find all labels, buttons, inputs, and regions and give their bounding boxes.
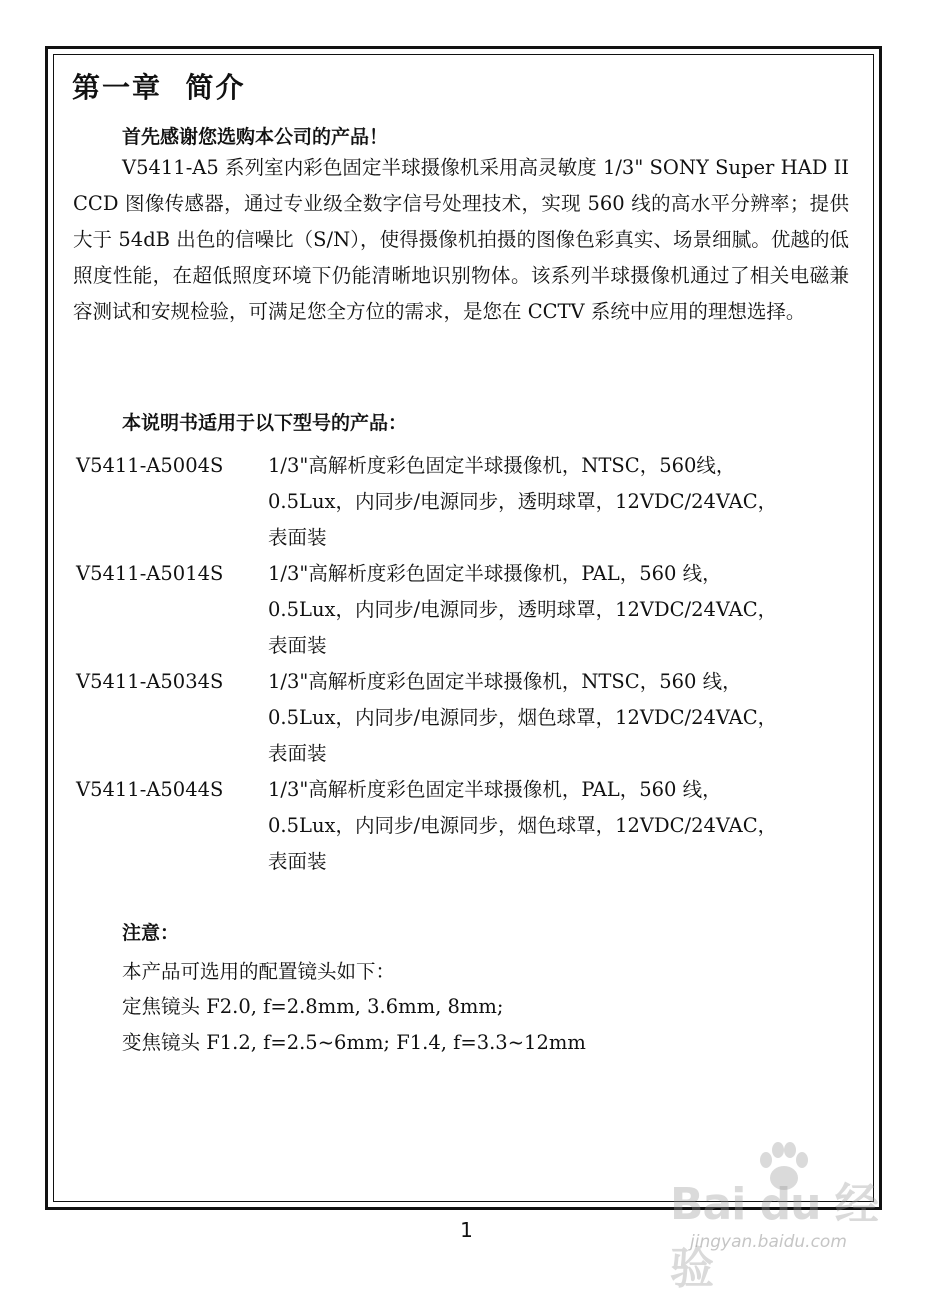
model-desc-line: 表面装 [268, 850, 327, 873]
model-desc-line: 0.5Lux，内同步/电源同步，烟色球罩，12VDC/24VAC， [268, 814, 778, 837]
baidu-watermark [670, 1140, 885, 1294]
model-desc-line: 1/3"高解析度彩色固定半球摄像机，PAL，560 线， [268, 778, 722, 801]
watermark-url: jingyan.baidu.com [690, 1232, 847, 1252]
model-description [268, 556, 852, 664]
thanks-line: 首先感谢您选购本公司的产品！ [122, 126, 389, 148]
models-heading: 本说明书适用于以下型号的产品： [122, 412, 408, 434]
page-number: 1 [460, 1218, 473, 1242]
model-desc-line: 0.5Lux，内同步/电源同步，透明球罩，12VDC/24VAC， [268, 490, 778, 513]
model-desc-line: 1/3"高解析度彩色固定半球摄像机，NTSC，560线， [268, 454, 736, 477]
model-desc-line: 表面装 [268, 742, 327, 765]
note-heading: 注意： [122, 922, 180, 944]
model-desc-line: 1/3"高解析度彩色固定半球摄像机，PAL，560 线， [268, 562, 722, 585]
model-desc-line: 表面装 [268, 634, 327, 657]
note-line: 定焦镜头 F2.0, f=2.8mm, 3.6mm, 8mm; [122, 995, 504, 1018]
model-desc-line: 0.5Lux，内同步/电源同步，透明球罩，12VDC/24VAC， [268, 598, 778, 621]
model-code: V5411-A5034S [76, 670, 224, 693]
model-description [268, 772, 852, 880]
model-code: V5411-A5044S [76, 778, 224, 801]
model-desc-line: 0.5Lux，内同步/电源同步，烟色球罩，12VDC/24VAC， [268, 706, 778, 729]
note-line: 变焦镜头 F1.2, f=2.5~6mm; F1.4, f=3.3~12mm [122, 1031, 586, 1054]
chapter-title: 第一章 简介 [72, 71, 246, 104]
model-code: V5411-A5014S [76, 562, 224, 585]
model-description [268, 664, 852, 772]
model-desc-line: 1/3"高解析度彩色固定半球摄像机，NTSC，560 线， [268, 670, 742, 693]
note-line: 本产品可选用的配置镜头如下： [122, 960, 396, 983]
watermark-text: Bai du 经验 [670, 1179, 878, 1294]
model-code: V5411-A5004S [76, 454, 224, 477]
intro-paragraph: V5411-A5 系列室内彩色固定半球摄像机采用高灵敏度 1/3" SONY Super HAD II CCD 图像传感器，通过专业级全数字信号处理技术，实现 560 线的高水平分辨率；提供大于 54dB 出色的信噪比（S/N），使得摄像机拍摄的图像色彩真实、场景细腻。优越的低照度性能，在超低照度环境下仍能清晰地识别物体。该系列半球摄像机通过了相关电磁兼容测试和安规检验，可满足您全方位的需求，是您在 CCTV 系统中应用的理想选择。 [73, 156, 849, 323]
model-desc-line: 表面装 [268, 526, 327, 549]
model-description [268, 448, 852, 556]
